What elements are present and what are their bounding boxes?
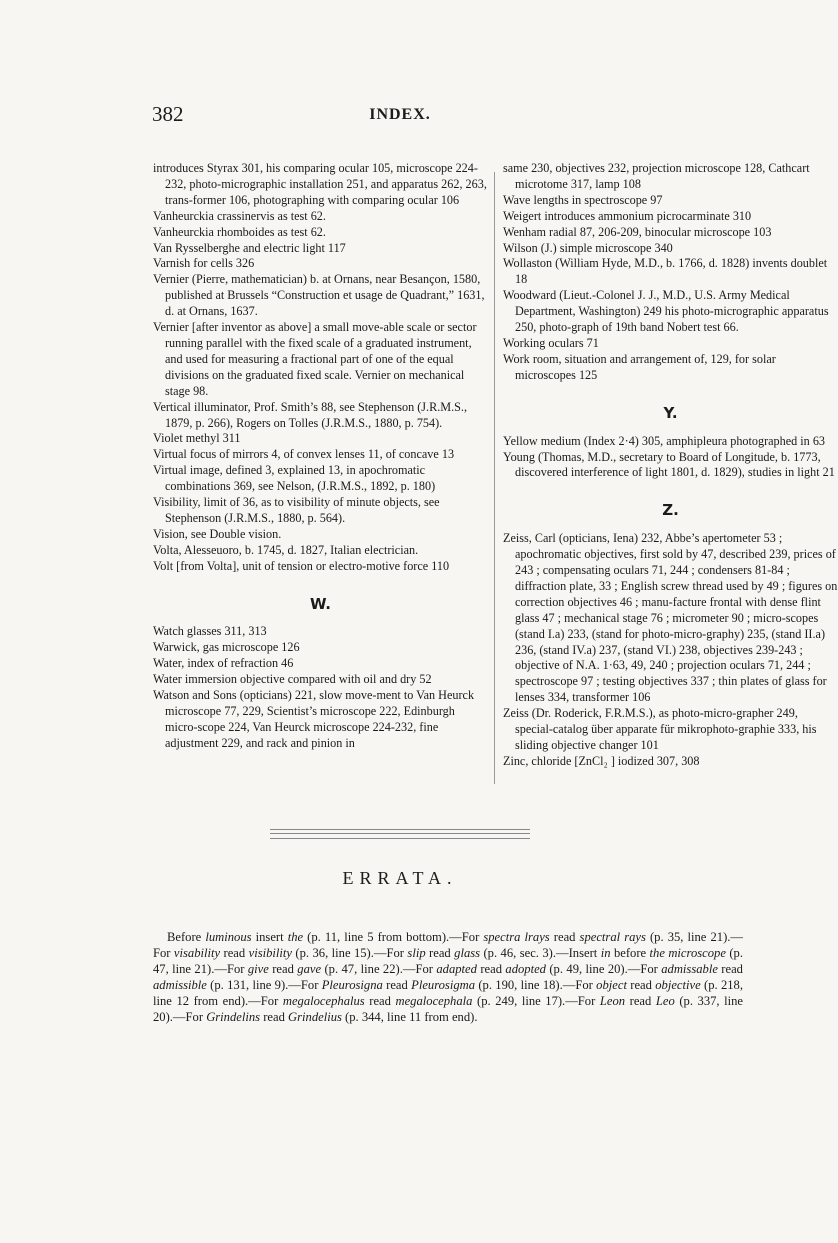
end-rule xyxy=(270,829,530,830)
index-entry: Zeiss (Dr. Roderick, F.R.M.S.), as photo-micro-grapher 249, special-catalog über apparate für mikrophoto-graphie 333, his sliding objective changer 101 xyxy=(503,706,817,752)
index-entry: Watson and Sons (opticians) 221, slow move-ment to Van Heurck microscope 77, 229, Scientist’s microscope 222, Edinburgh micro-scope 224, Van Heurck microscope 224-232, fine adjustment 229, and rack and pinion in xyxy=(153,688,475,750)
errata-segment: read xyxy=(268,962,298,976)
errata-segment: read xyxy=(364,994,396,1008)
errata-segment: read xyxy=(476,962,506,976)
index-entry: Virtual image, defined 3, explained 13, in apochromatic combinations 369, see Nelson, (J.R.M.S., 1892, p. 180) xyxy=(153,463,436,494)
index-entry: Zinc, chloride [ZnCl₂ ] iodized 307, 308 xyxy=(503,753,700,768)
index-entry: Van Rysselberghe and electric light 117 xyxy=(153,240,346,255)
index-entry: Water, index of refraction 46 xyxy=(153,656,294,671)
errata-segment: read xyxy=(220,946,249,960)
errata-term: gave xyxy=(297,962,322,976)
section-letter: Z. xyxy=(662,501,679,520)
running-title: INDEX. xyxy=(369,106,431,123)
index-entry: Vanheurckia rhomboides as test 62. xyxy=(153,224,326,239)
page-header xyxy=(0,102,800,132)
index-entry: Working oculars 71 xyxy=(503,335,599,350)
index-entry: Zeiss, Carl (opticians, Iena) 232, Abbe’s apertometer 53 ; apochromatic objectives, first sold by 47, described 239, prices of 243 ; compensating oculars 71, 244 ; condensers 81-84 ; diffraction plate, 33 ; English screw thread used by 49 ; figures on correction objectives 46 ; manu-facture frontal with dense flint glass 47 ; mechanical stage 76 ; micrometer 90 ; micro-scopes (stand I.a) 233, (stand for photo-micro-graphy) 235, (stand II.a) 236, (stand IV.a) 237, (stand VI.) 238, objectives 239-243 ; objective of N.A. 1·63, 49, 240 ; projection oculars 71, 244 ; spectroscope 97 ; testing objectives 337 ; thin plates of glass for lenses 334, transformer 106 xyxy=(503,531,838,705)
errata-term: Pleurosigma xyxy=(411,978,476,992)
page-number: 382 xyxy=(152,102,184,126)
index-column-left xyxy=(153,161,488,752)
errata-segment: read xyxy=(425,946,455,960)
errata-term: in xyxy=(600,946,611,960)
errata-segment: read xyxy=(626,978,656,992)
end-rule xyxy=(270,838,530,839)
index-entry: Vision, see Double vision. xyxy=(153,526,282,541)
errata-segment: read xyxy=(260,1010,289,1024)
index-entry: Vertical illuminator, Prof. Smith’s 88, see Stephenson (J.R.M.S., 1879, p. 266), Rogers on Tolles (J.R.M.S., 1880, p. 754). xyxy=(153,399,467,430)
errata-term: adapted xyxy=(436,962,477,976)
errata-term: the xyxy=(287,930,304,944)
errata-segment: read xyxy=(382,978,412,992)
errata-term: megalocephalus xyxy=(282,994,365,1008)
index-entry: Varnish for cells 326 xyxy=(153,256,255,271)
index-entry: Volta, Alesseuoro, b. 1745, d. 1827, Italian electrician. xyxy=(153,542,419,557)
index-column-right xyxy=(503,161,838,770)
index-entry: Yellow medium (Index 2·4) 305, amphipleura photographed in 63 xyxy=(503,433,826,448)
errata-term: adopted xyxy=(505,962,546,976)
errata-term: Grindelins xyxy=(206,1010,261,1024)
errata-term: Leo xyxy=(655,994,675,1008)
column-divider xyxy=(494,172,495,784)
index-entry: Work room, situation and arrangement of, 129, for solar microscopes 125 xyxy=(503,351,776,382)
errata-segment: Before xyxy=(167,930,206,944)
index-entry: Visibility, limit of 36, as to visibility of minute objects, see Stephenson (J.R.M.S., 1880, p. 564). xyxy=(153,495,440,525)
errata-segment: (p. 249, line 17).—For xyxy=(472,994,600,1008)
index-entry: Woodward (Lieut.-Colonel J. J., M.D., U.S. Army Medical Department, Washington) 249 his photo-micrographic apparatus 250, photo-graph of 19th band Nobert test 66. xyxy=(503,288,829,335)
errata-term: visability xyxy=(173,946,221,960)
errata-segment: read xyxy=(549,930,580,944)
index-entry: Vernier (Pierre, mathematician) b. at Ornans, near Besançon, 1580, published at Brussels “Construction et usage de Quadrant,” 1631, d. at Ornans, 1637. xyxy=(153,272,485,319)
errata-segment: (p. 344, line 11 from end). xyxy=(341,1010,478,1024)
index-entry: Violet methyl 311 xyxy=(153,431,241,446)
errata-segment: (p. 218, line 12 from end).—For xyxy=(153,978,743,1008)
errata-segment: (p. 47, line 21).—For xyxy=(153,946,744,976)
end-rule xyxy=(270,833,530,834)
errata-term: give xyxy=(247,962,269,976)
errata-segment: (p. 35, line 21).—For xyxy=(153,930,744,960)
errata-segment: (p. 11, line 5 from bottom).—For xyxy=(303,930,484,944)
errata-term: slip xyxy=(407,946,426,960)
errata-segment: (p. 49, line 20).—For xyxy=(545,962,662,976)
errata-title: ERRATA. xyxy=(342,868,458,888)
errata-term: admissable xyxy=(661,962,718,976)
errata-term: admissible xyxy=(153,978,207,992)
index-entry: Wollaston (William Hyde, M.D., b. 1766, d. 1828) invents doublet 18 xyxy=(503,256,828,287)
errata-term: luminous xyxy=(205,930,252,944)
index-entry: Virtual focus of mirrors 4, of convex lenses 11, of concave 13 xyxy=(153,447,455,462)
index-entry: introduces Styrax 301, his comparing ocular 105, microscope 224-232, photo-micrographic installation 251, and apparatus 262, 263, trans-former 106, photographing with comparing ocular 106 xyxy=(153,161,487,207)
errata-segment: (p. 190, line 18).—For xyxy=(475,978,597,992)
index-entry: same 230, objectives 232, projection microscope 128, Cathcart microtome 317, lamp 108 xyxy=(503,161,810,191)
errata-segment: (p. 36, line 15).—For xyxy=(292,946,408,960)
errata-term: Grindelius xyxy=(288,1010,342,1024)
errata-segment: (p. 131, line 9).—For xyxy=(206,978,322,992)
errata-segment: before xyxy=(610,946,650,960)
errata-term: Leon xyxy=(599,994,626,1008)
errata-text xyxy=(153,929,743,1025)
index-entry: Wilson (J.) simple microscope 340 xyxy=(503,240,673,255)
errata-term: spectra lrays xyxy=(483,930,550,944)
index-entry: Young (Thomas, M.D., secretary to Board of Longitude, b. 1773, discovered interference of light 1801, d. 1829), studies in light 21 xyxy=(503,449,835,480)
errata-term: visibility xyxy=(248,946,292,960)
index-entry: Water immersion objective compared with oil and dry 52 xyxy=(153,672,432,687)
errata-term: Pleurosigna xyxy=(321,978,383,992)
errata-term: glass xyxy=(454,946,481,960)
index-entry: Volt [from Volta], unit of tension or electro-motive force 110 xyxy=(153,558,450,573)
errata-term: spectral rays xyxy=(579,930,646,944)
index-entry: Warwick, gas microscope 126 xyxy=(153,640,300,655)
index-entry: Wave lengths in spectroscope 97 xyxy=(503,192,663,207)
errata-term: object xyxy=(596,978,627,992)
errata-segment: (p. 47, line 22).—For xyxy=(321,962,437,976)
errata-segment: (p. 337, line 20).—For xyxy=(153,994,744,1024)
errata-segment: insert xyxy=(251,930,288,944)
index-entry: Weigert introduces ammonium picrocarminate 310 xyxy=(503,208,752,223)
index-entry: Vanheurckia crassinervis as test 62. xyxy=(153,208,326,223)
errata-term: the microscope xyxy=(649,946,726,960)
errata-segment: read xyxy=(625,994,656,1008)
index-entry: Vernier [after inventor as above] a small move-able scale or sector running parallel with the fixed scale of a graduated instrument, and used for measuring a fractional part of one of the equal divisions on the graduated fixed scale. Vernier on mechanical stage 98. xyxy=(153,320,477,398)
section-letter: W. xyxy=(309,594,332,613)
errata-term: objective xyxy=(655,978,701,992)
errata-segment: (p. 46, sec. 3).—Insert xyxy=(480,946,601,960)
index-entry: Watch glasses 311, 313 xyxy=(153,624,267,639)
section-letter: Y. xyxy=(663,403,678,422)
index-entry: Wenham radial 87, 206-209, binocular microscope 103 xyxy=(503,224,772,239)
errata-segment: read xyxy=(717,962,743,976)
errata-term: megalocephala xyxy=(395,994,473,1008)
